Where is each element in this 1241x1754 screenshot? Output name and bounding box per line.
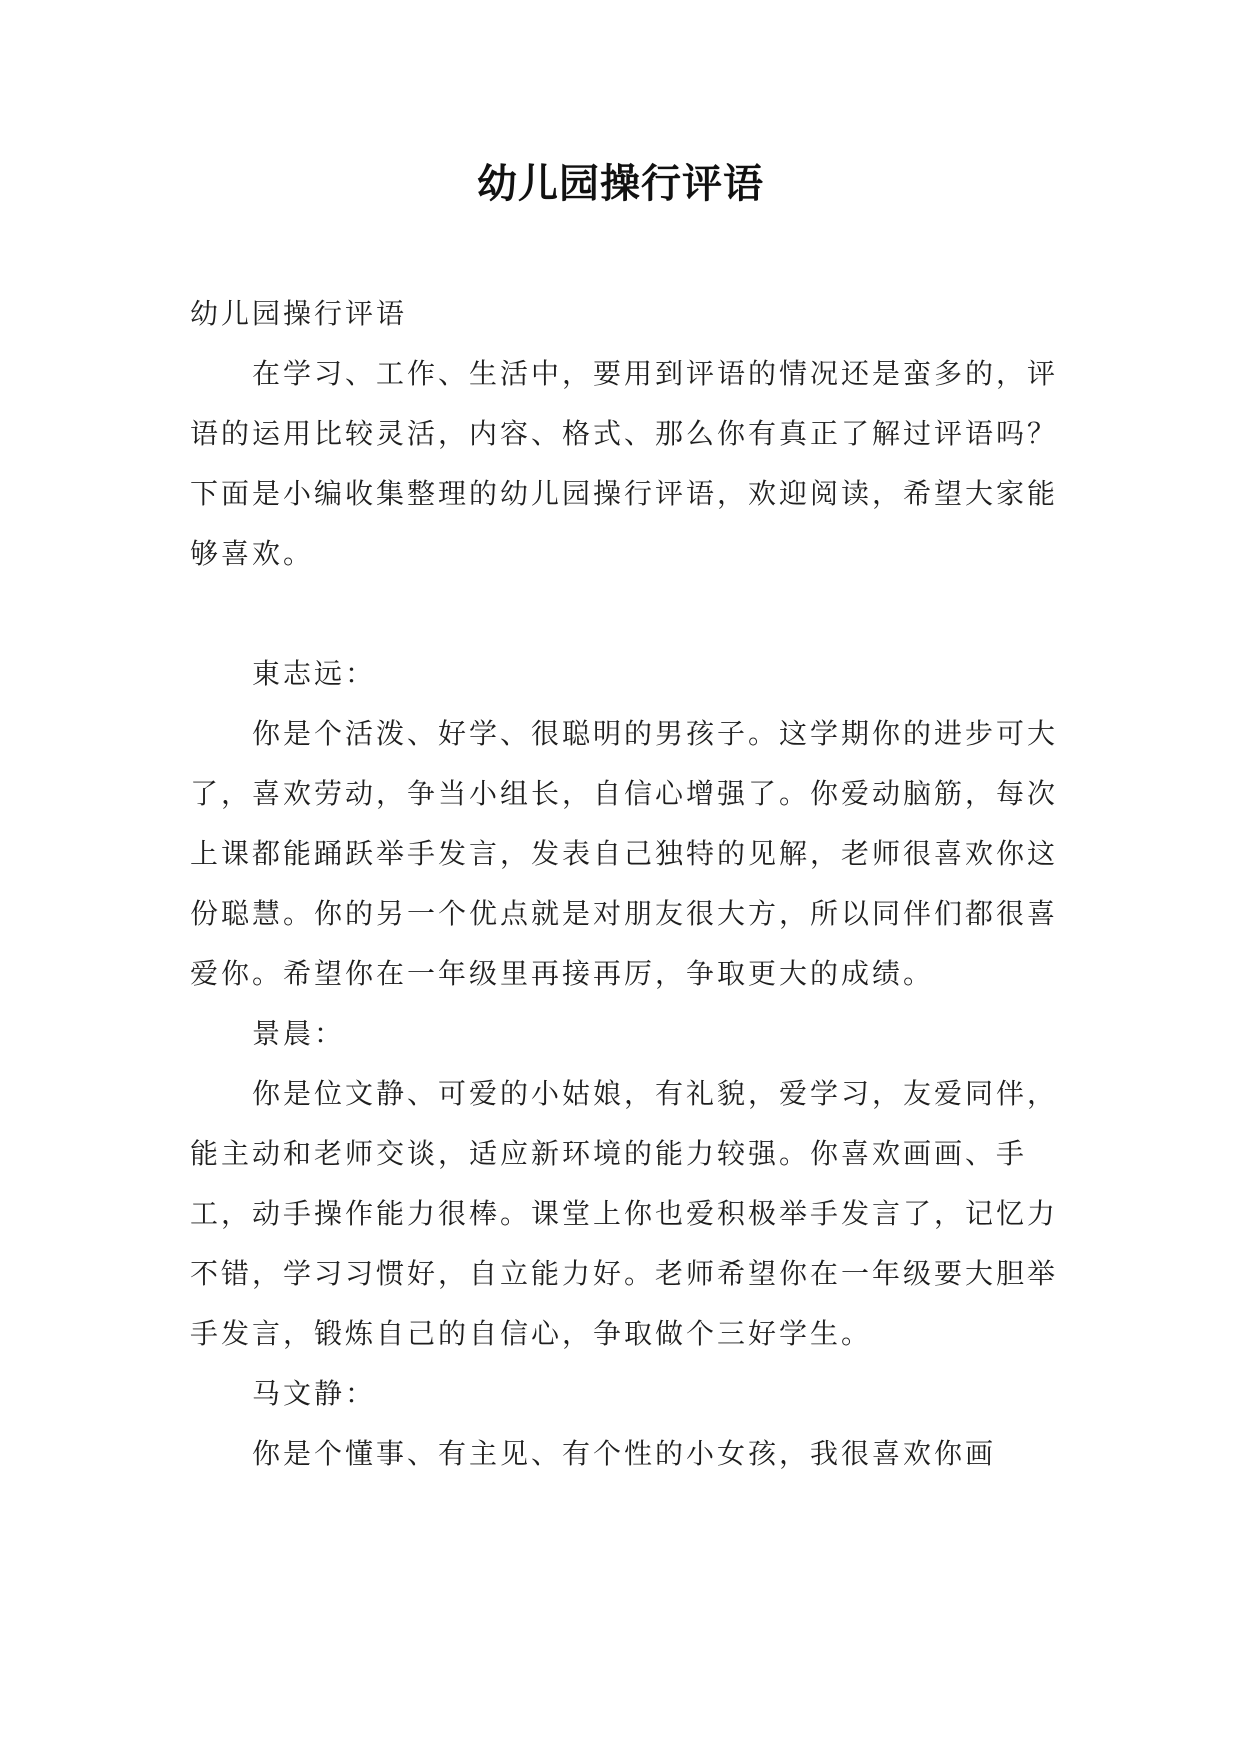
document-subtitle: 幼儿园操行评语 xyxy=(190,297,408,330)
student-comment: 你是位文静、可爱的小姑娘，有礼貌，爱学习，友爱同伴，能主动和老师交谈，适应新环境的能力较强。你喜欢画画、手工，动手操作能力很棒。课堂上你也爱积极举手发言了，记忆力不错，学习习惯好，自立能力好。老师希望你在一年级要大胆举手发言，锻炼自己的自信心，争取做个三好学生。 xyxy=(190,1077,1059,1350)
student-name: 東志远： xyxy=(252,657,377,690)
document-title: 幼儿园操行评语 xyxy=(477,160,764,207)
student-comment: 你是个懂事、有主见、有个性的小女孩，我很喜欢你画 xyxy=(252,1437,997,1470)
student-comment: 你是个活泼、好学、很聪明的男孩子。这学期你的进步可大了，喜欢劳动，争当小组长，自信心增强了。你爱动脑筋，每次上课都能踊跃举手发言，发表自己独特的见解，老师很喜欢你这份聪慧。你的另一个优点就是对朋友很大方，所以同伴们都很喜爱你。希望你在一年级里再接再厉，争取更大的成绩。 xyxy=(190,717,1059,990)
document-body xyxy=(190,284,1070,1484)
intro-paragraph: 在学习、工作、生活中，要用到评语的情况还是蛮多的，评语的运用比较灵活，内容、格式、那么你有真正了解过评语吗？下面是小编收集整理的幼儿园操行评语，欢迎阅读，希望大家能够喜欢。 xyxy=(190,357,1059,570)
student-name: 景晨： xyxy=(252,1017,346,1050)
paragraph-gap xyxy=(190,584,1070,644)
student-name: 马文静： xyxy=(252,1377,377,1410)
